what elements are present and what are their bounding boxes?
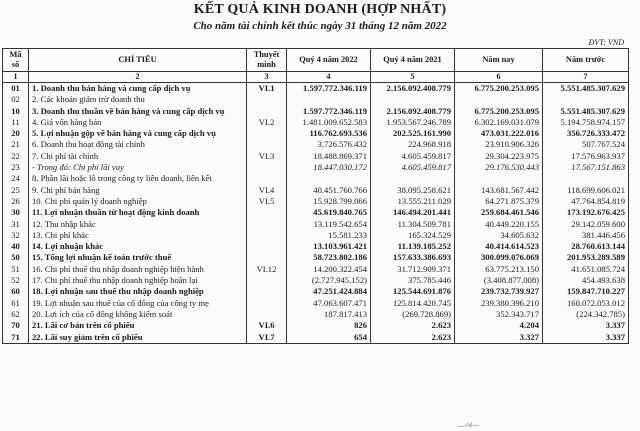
- header-row: [3, 49, 629, 72]
- table-row: [3, 275, 629, 286]
- row-q4-2021: 2.156.092.408.779: [371, 83, 455, 95]
- row-note: [247, 106, 287, 117]
- table-row: [3, 309, 629, 320]
- table-row: [3, 241, 629, 252]
- row-q4-2022: 1.597.772.346.119: [287, 83, 371, 95]
- row-last-year: 5.551.485.307.629: [543, 83, 629, 95]
- row-last-year: 29.142.059.600: [543, 219, 629, 230]
- report-title: KẾT QUẢ KINH DOANH (HỢP NHẤT): [193, 2, 447, 17]
- row-label: 5. Lợi nhuận gộp về bán hàng và cung cấp dịch vụ: [29, 128, 247, 139]
- header-item: CHỈ TIÊU: [29, 49, 247, 72]
- row-q4-2021: 11.304.509.781: [371, 219, 455, 230]
- row-q4-2021: 2.623: [371, 320, 455, 331]
- row-code: 31: [3, 219, 29, 230]
- row-q4-2021: 4.605.459.817: [371, 162, 455, 173]
- row-code: 70: [3, 320, 29, 331]
- header-code: Mã số: [3, 49, 29, 72]
- row-last-year: (224.342.785): [543, 309, 629, 320]
- table-row: [3, 94, 629, 105]
- row-last-year: 41.651.085.724: [543, 264, 629, 275]
- row-q4-2021: 13.555.211.029: [371, 196, 455, 207]
- row-last-year: 201.953.289.589: [543, 252, 629, 263]
- row-this-year: 352.343.717: [455, 309, 543, 320]
- row-q4-2022: 14.200.322.454: [287, 264, 371, 275]
- table-row: [3, 196, 629, 207]
- table-row: [3, 117, 629, 128]
- row-note: [247, 286, 287, 297]
- report-subtitle: Cho năm tài chính kết thúc ngày 31 tháng 12 năm 2022: [193, 20, 447, 32]
- row-label: 13. Chi phí khác: [29, 230, 247, 241]
- header-last-year: Năm trước: [543, 49, 629, 72]
- row-note: [247, 94, 287, 105]
- row-last-year: 3.337: [543, 332, 629, 344]
- row-code: 20: [3, 128, 29, 139]
- row-note: [247, 309, 287, 320]
- table-row: [3, 230, 629, 241]
- row-last-year: [543, 94, 629, 105]
- row-q4-2022: [287, 173, 371, 184]
- row-q4-2021: 157.633.386.693: [371, 252, 455, 263]
- row-this-year: 300.099.076.069: [455, 252, 543, 263]
- row-note: [247, 173, 287, 184]
- row-this-year: 29.176.530.443: [455, 162, 543, 173]
- column-number: 1: [3, 72, 29, 83]
- row-q4-2022: 3.726.576.432: [287, 139, 371, 150]
- row-note: VI.6: [247, 320, 287, 331]
- row-this-year: 64.271.875.379: [455, 196, 543, 207]
- table-row: [3, 162, 629, 173]
- row-q4-2022: 826: [287, 320, 371, 331]
- row-q4-2021: 125.544.691.876: [371, 286, 455, 297]
- row-code: 23: [3, 162, 29, 173]
- row-label: 8. Phần lãi hoặc lỗ trong công ty liên doanh, liên kết: [29, 173, 247, 184]
- row-label: 3. Doanh thu thuần về bán hàng và cung cấp dịch vụ: [29, 106, 247, 117]
- row-label: 15. Tổng lợi nhuận kế toán trước thuế: [29, 252, 247, 263]
- row-this-year: [455, 173, 543, 184]
- row-code: 40: [3, 241, 29, 252]
- table-row: [3, 252, 629, 263]
- table-row: [3, 286, 629, 297]
- row-q4-2021: 1.953.567.246.789: [371, 117, 455, 128]
- row-label: 17. Chi phí thuế thu nhập doanh nghiệp hoãn lại: [29, 275, 247, 286]
- row-q4-2021: 165.324.529: [371, 230, 455, 241]
- row-q4-2022: 187.817.413: [287, 309, 371, 320]
- row-this-year: 239.380.396.210: [455, 298, 543, 309]
- row-q4-2021: (269.728.869): [371, 309, 455, 320]
- row-code: 51: [3, 264, 29, 275]
- row-code: 25: [3, 185, 29, 196]
- row-this-year: [455, 94, 543, 105]
- row-this-year: 143.681.567.442: [455, 185, 543, 196]
- row-q4-2021: 38.095.258.621: [371, 185, 455, 196]
- row-q4-2022: 116.762.693.536: [287, 128, 371, 139]
- header-note: Thuyết minh: [247, 49, 287, 72]
- row-last-year: 159.847.710.227: [543, 286, 629, 297]
- row-q4-2022: 15.928.799.066: [287, 196, 371, 207]
- row-code: 22: [3, 151, 29, 162]
- row-this-year: 40.414.614.523: [455, 241, 543, 252]
- row-code: 11: [3, 117, 29, 128]
- row-code: 21: [3, 139, 29, 150]
- row-last-year: 17.567.151.863: [543, 162, 629, 173]
- row-q4-2021: 375.785.446: [371, 275, 455, 286]
- row-note: [247, 241, 287, 252]
- row-note: [247, 298, 287, 309]
- table-row: [3, 219, 629, 230]
- row-q4-2021: 2.623: [371, 332, 455, 344]
- row-q4-2022: 1.597.772.346.119: [287, 106, 371, 117]
- row-note: VI.7: [247, 332, 287, 344]
- row-q4-2022: 1.481.009.652.583: [287, 117, 371, 128]
- table-row: [3, 106, 629, 117]
- row-q4-2021: 2.156.092.408.779: [371, 106, 455, 117]
- row-last-year: 5.551.485.307.629: [543, 106, 629, 117]
- row-code: 02: [3, 94, 29, 105]
- row-this-year: 3.327: [455, 332, 543, 344]
- row-label: 14. Lợi nhuận khác: [29, 241, 247, 252]
- row-label: 6. Doanh thu hoạt động tài chính: [29, 139, 247, 150]
- row-q4-2022: 18.488.869.371: [287, 151, 371, 162]
- row-note: [247, 219, 287, 230]
- row-last-year: 17.576.963.937: [543, 151, 629, 162]
- row-label: 2. Các khoản giảm trừ doanh thu: [29, 94, 247, 105]
- row-note: VI.1: [247, 83, 287, 95]
- table-row: [3, 320, 629, 331]
- row-code: 62: [3, 309, 29, 320]
- row-code: 71: [3, 332, 29, 344]
- header-q4-2022: Quý 4 năm 2022: [287, 49, 371, 72]
- row-q4-2022: 45.619.840.765: [287, 207, 371, 218]
- row-note: [247, 252, 287, 263]
- row-q4-2022: 654: [287, 332, 371, 344]
- row-last-year: 5.194.758.974.157: [543, 117, 629, 128]
- row-q4-2021: 31.712.909.371: [371, 264, 455, 275]
- row-note: VI.5: [247, 196, 287, 207]
- row-last-year: 356.726.333.472: [543, 128, 629, 139]
- row-label: 20. Lợi ích của cổ đông không kiểm soát: [29, 309, 247, 320]
- table-row: [3, 207, 629, 218]
- row-note: [247, 207, 287, 218]
- table-body: [3, 83, 629, 344]
- table-row: [3, 83, 629, 95]
- table-row: [3, 264, 629, 275]
- row-note: [247, 162, 287, 173]
- row-this-year: 6.775.200.253.095: [455, 83, 543, 95]
- row-last-year: 160.072.053.012: [543, 298, 629, 309]
- row-label: 19. Lợi nhuận sau thuế của cổ đông của công ty mẹ: [29, 298, 247, 309]
- row-code: 60: [3, 286, 29, 297]
- row-q4-2021: [371, 173, 455, 184]
- row-note: [247, 128, 287, 139]
- row-label: 9. Chi phí bán hàng: [29, 185, 247, 196]
- row-this-year: 40.449.220.155: [455, 219, 543, 230]
- row-label: 18. Lợi nhuận sau thuế thu nhập doanh nghiệp: [29, 286, 247, 297]
- row-label: 11. Lợi nhuận thuần từ hoạt động kinh doanh: [29, 207, 247, 218]
- row-last-year: 118.699.606.021: [543, 185, 629, 196]
- table-row: [3, 298, 629, 309]
- row-this-year: 63.775.213.150: [455, 264, 543, 275]
- row-note: VI.3: [247, 151, 287, 162]
- row-this-year: 6.775.200.253.095: [455, 106, 543, 117]
- row-note: VI.4: [247, 185, 287, 196]
- row-last-year: 47.764.854.819: [543, 196, 629, 207]
- row-note: VI.12: [247, 264, 287, 275]
- row-note: [247, 230, 287, 241]
- row-q4-2021: 125.814.420.745: [371, 298, 455, 309]
- row-label: 4. Giá vốn hàng bán: [29, 117, 247, 128]
- table-row: [3, 332, 629, 344]
- row-label: 16. Chi phí thuế thu nhập doanh nghiệp hiện hành: [29, 264, 247, 275]
- row-last-year: 3.337: [543, 320, 629, 331]
- row-code: 01: [3, 83, 29, 95]
- row-q4-2022: 40.451.760.766: [287, 185, 371, 196]
- row-last-year: 28.760.613.144: [543, 241, 629, 252]
- row-label: 21. Lãi cơ bản trên cổ phiếu: [29, 320, 247, 331]
- row-label: 12. Thu nhập khác: [29, 219, 247, 230]
- row-code: 32: [3, 230, 29, 241]
- column-number: 6: [455, 72, 543, 83]
- column-number: 4: [287, 72, 371, 83]
- row-q4-2022: 15.581.233: [287, 230, 371, 241]
- row-q4-2021: 224.968.918: [371, 139, 455, 150]
- row-label: 1. Doanh thu bán hàng và cung cấp dịch vụ: [29, 83, 247, 95]
- row-last-year: 173.192.676.425: [543, 207, 629, 218]
- row-label: - Trong đó: Chi phí lãi vay: [29, 162, 247, 173]
- row-this-year: 23.910.906.326: [455, 139, 543, 150]
- table-row: [3, 185, 629, 196]
- row-q4-2021: 11.139.185.252: [371, 241, 455, 252]
- row-this-year: 29.304.223.975: [455, 151, 543, 162]
- row-this-year: 34.605.632: [455, 230, 543, 241]
- table-row: [3, 173, 629, 184]
- column-number: 2: [29, 72, 247, 83]
- currency-unit: ĐVT: VND: [588, 38, 624, 47]
- column-number: 5: [371, 72, 455, 83]
- row-code: 24: [3, 173, 29, 184]
- table-row: [3, 151, 629, 162]
- row-note: [247, 139, 287, 150]
- row-q4-2022: (2.727.945.152): [287, 275, 371, 286]
- row-last-year: 381.446.456: [543, 230, 629, 241]
- column-number-row: [3, 72, 629, 83]
- row-this-year: (3.408.877.008): [455, 275, 543, 286]
- row-label: 10. Chi phí quản lý doanh nghiệp: [29, 196, 247, 207]
- header-q4-2021: Quý 4 năm 2021: [371, 49, 455, 72]
- signature-mark: —≉—: [457, 419, 480, 431]
- row-code: 10: [3, 106, 29, 117]
- row-this-year: 259.684.461.546: [455, 207, 543, 218]
- row-q4-2021: 202.525.161.990: [371, 128, 455, 139]
- row-q4-2021: 4.605.459.817: [371, 151, 455, 162]
- row-this-year: 473.031.222.016: [455, 128, 543, 139]
- row-last-year: [543, 173, 629, 184]
- column-number: 3: [247, 72, 287, 83]
- header-this-year: Năm nay: [455, 49, 543, 72]
- row-q4-2022: 47.251.424.884: [287, 286, 371, 297]
- table-row: [3, 128, 629, 139]
- row-q4-2022: 58.723.802.186: [287, 252, 371, 263]
- row-note: [247, 275, 287, 286]
- row-last-year: 507.767.524: [543, 139, 629, 150]
- row-q4-2021: [371, 94, 455, 105]
- row-q4-2021: 146.494.201.441: [371, 207, 455, 218]
- row-this-year: 4.204: [455, 320, 543, 331]
- row-label: 7. Chi phí tài chính: [29, 151, 247, 162]
- row-this-year: 239.732.739.927: [455, 286, 543, 297]
- row-q4-2022: 13.119.542.654: [287, 219, 371, 230]
- row-q4-2022: 13.103.961.421: [287, 241, 371, 252]
- row-label: 22. Lãi suy giảm trên cổ phiếu: [29, 332, 247, 344]
- row-code: 30: [3, 207, 29, 218]
- row-q4-2022: 18.447.030.172: [287, 162, 371, 173]
- row-code: 50: [3, 252, 29, 263]
- row-q4-2022: 47.063.607.471: [287, 298, 371, 309]
- row-last-year: 454.493.638: [543, 275, 629, 286]
- row-code: 26: [3, 196, 29, 207]
- row-this-year: 6.302.169.031.079: [455, 117, 543, 128]
- row-code: 52: [3, 275, 29, 286]
- row-code: 61: [3, 298, 29, 309]
- table-row: [3, 139, 629, 150]
- column-number: 7: [543, 72, 629, 83]
- row-q4-2022: [287, 94, 371, 105]
- row-note: VI.2: [247, 117, 287, 128]
- income-statement-table: [2, 48, 629, 344]
